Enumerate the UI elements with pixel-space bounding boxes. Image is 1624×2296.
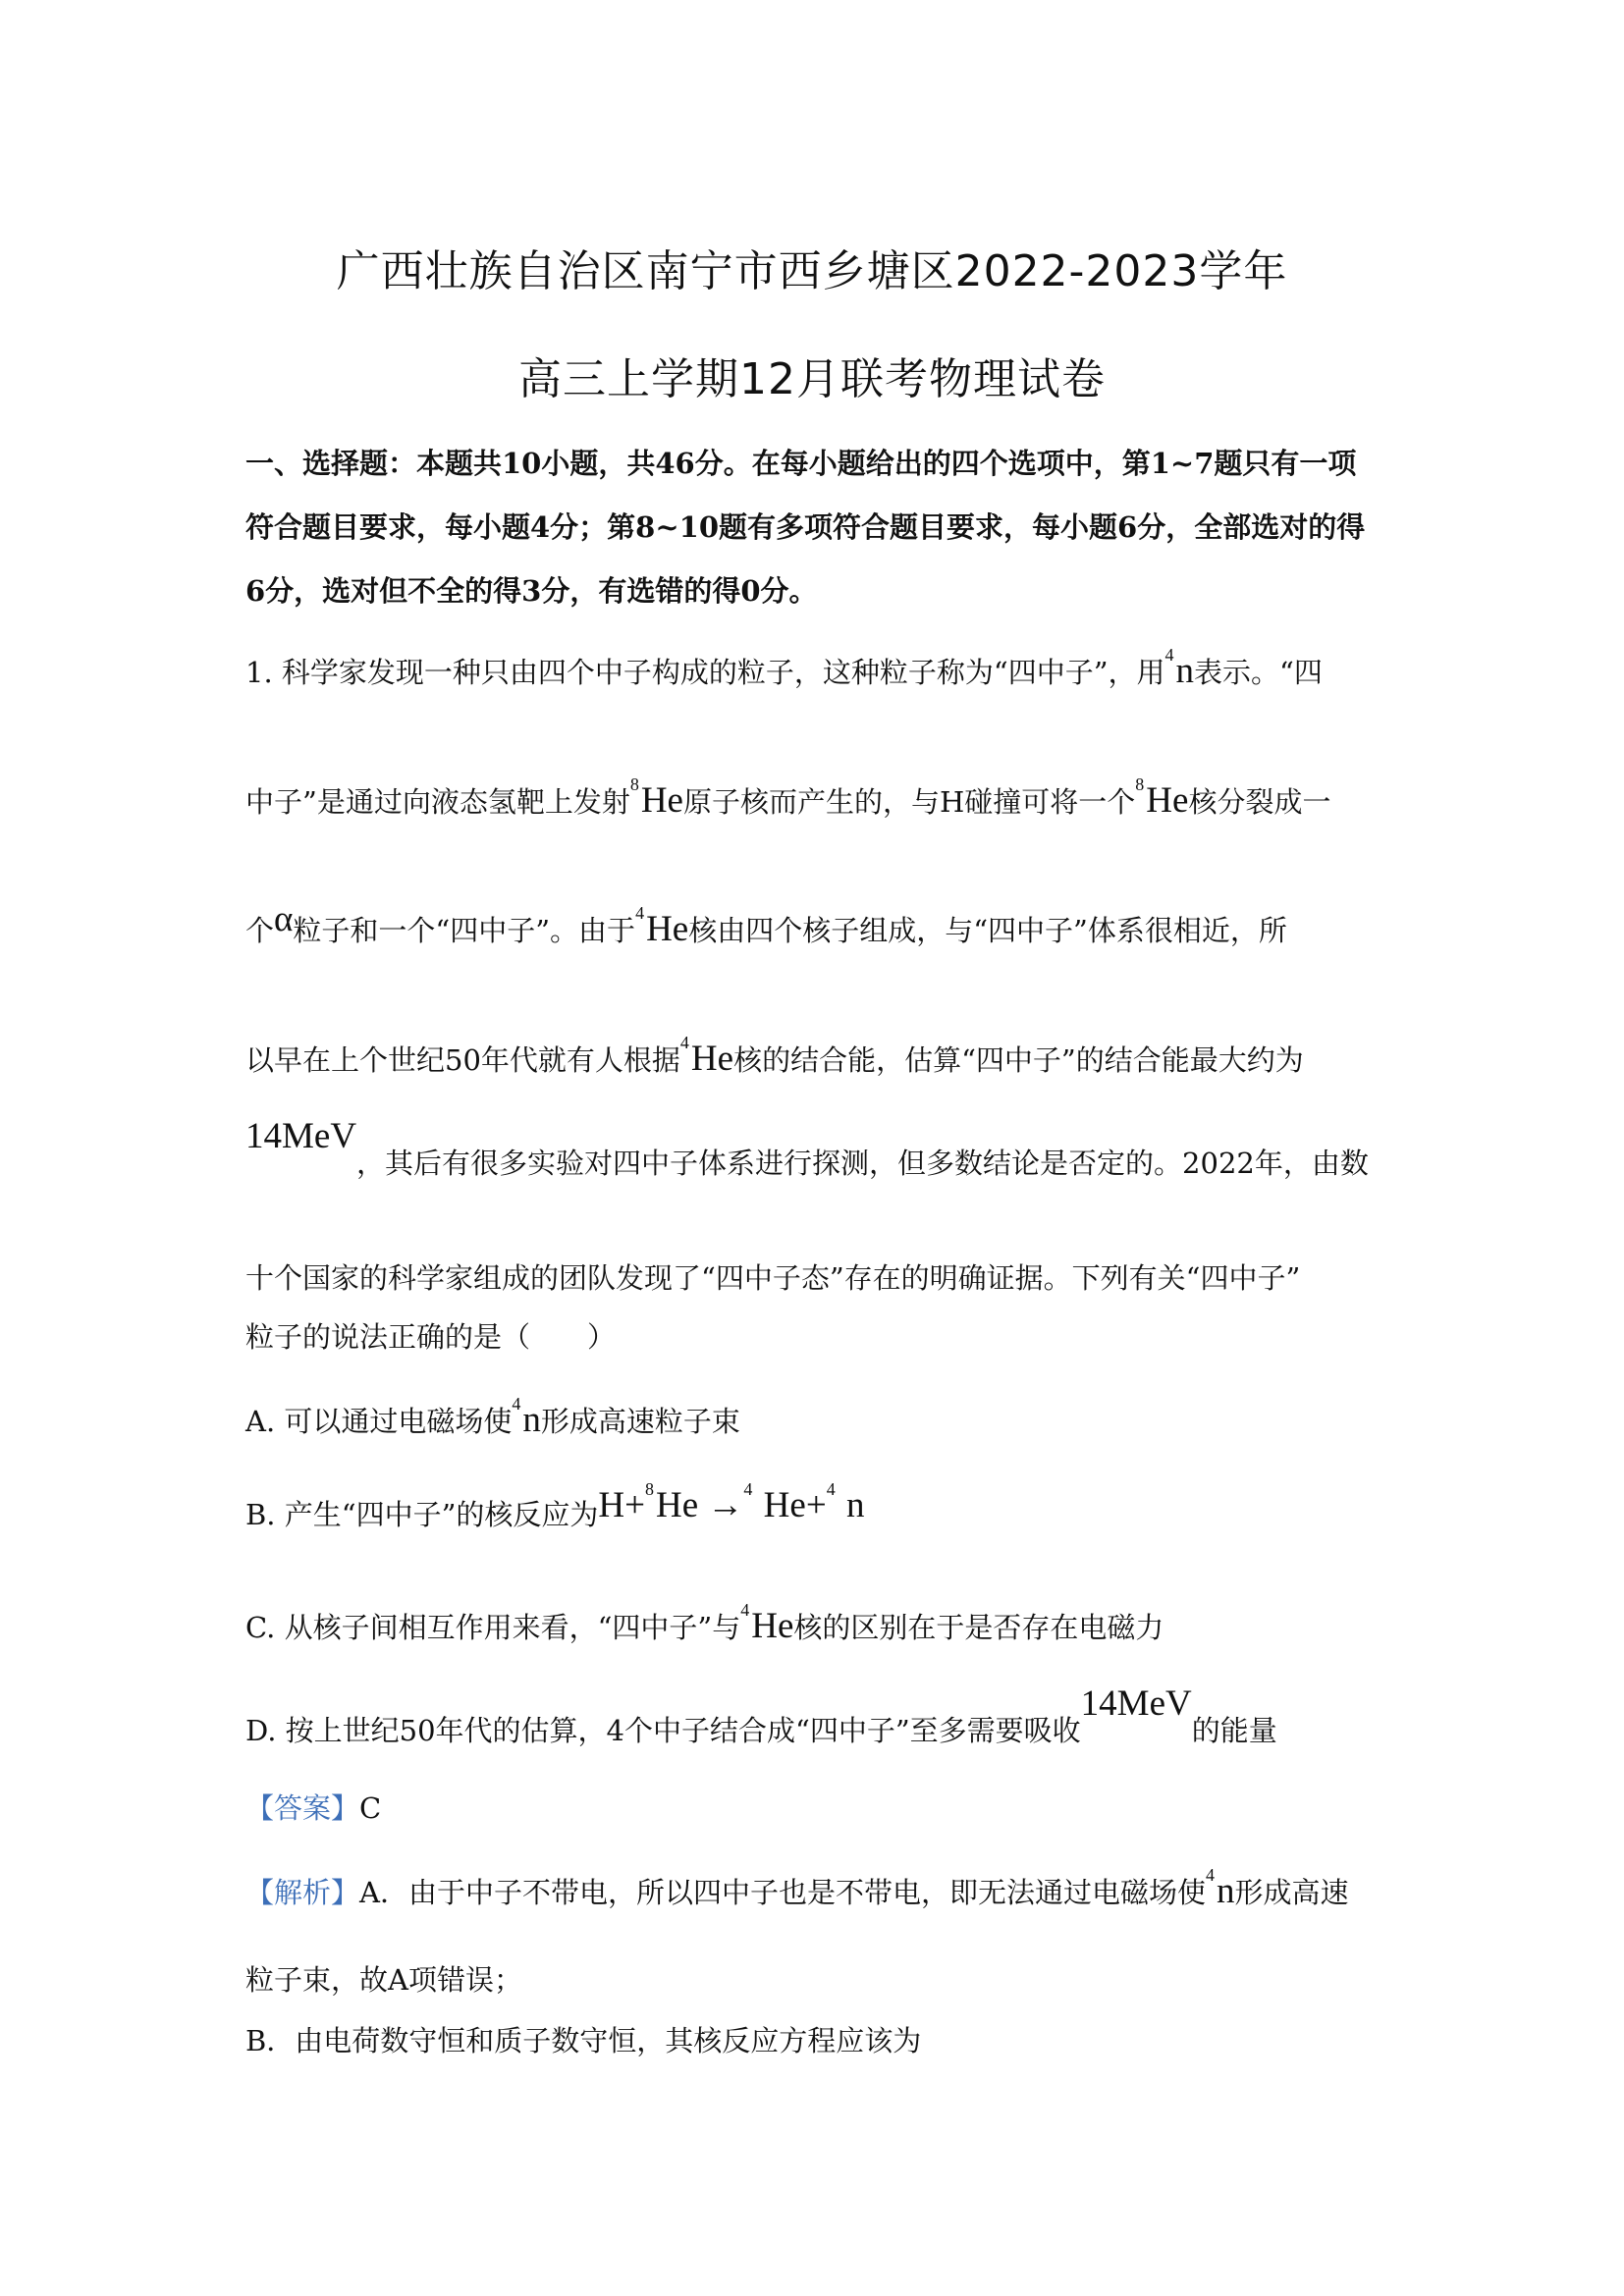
tetraneutron-symbol: $^4$n <box>512 1394 541 1440</box>
question-1-line-3: 个α粒子和一个“四中子”。由于$^4$He核由四个核子组成，与“四中子”体系很相近，所 <box>245 899 1287 949</box>
question-1-line-6: 十个国家的科学家组成的团队发现了“四中子态”存在的明确证据。下列有关“四中子” <box>245 1261 1301 1295</box>
helium-4-symbol: $^4$He <box>635 903 689 949</box>
helium-4-symbol: $^4$He <box>679 1033 734 1079</box>
option-b: B. 产生“四中子”的核反应为H+$^8$He →$^4$ He+$^4$ n <box>245 1479 865 1531</box>
nuclear-reaction-equation: H+$^8$He →$^4$ He+$^4$ n <box>598 1479 865 1525</box>
tetraneutron-symbol: $^4$n <box>1164 645 1195 691</box>
analysis-tag: 【解析】 <box>245 1876 360 1909</box>
question-1-line-7: 粒子的说法正确的是（ ） <box>245 1320 617 1354</box>
analysis-line-3: B．由电荷数守恒和质子数守恒，其核反应方程应该为 <box>245 2024 922 2057</box>
energy-value: 14MeV <box>1080 1683 1192 1724</box>
question-1-line-5: 14MeV，其后有很多实验对四中子体系进行探测，但多数结论是否定的。2022年，由数 <box>245 1116 1369 1180</box>
question-1-line-1: 1. 科学家发现一种只由四个中子构成的粒子，这种粒子称为“四中子”，用$^4$n表示。“四 <box>245 645 1323 691</box>
tetraneutron-symbol: $^4$n <box>1205 1865 1235 1911</box>
helium-8-symbol: $^8$He <box>629 774 683 821</box>
section-instruction-2: 符合题目要求，每小题4分；第8~10题有多项符合题目要求，每小题6分，全部选对的得 <box>245 510 1366 544</box>
title-line-1: 广西壮族自治区南宁市西乡塘区2022-2023学年 <box>336 246 1288 296</box>
analysis-line-1: 【解析】A．由于中子不带电，所以四中子也是不带电，即无法通过电磁场使$^4$n形成高速 <box>245 1865 1349 1911</box>
answer-line <box>245 1787 381 1827</box>
option-a: A. 可以通过电磁场使$^4$n形成高速粒子束 <box>245 1394 740 1440</box>
answer-value: C <box>359 1791 382 1825</box>
alpha-symbol: α <box>274 899 294 939</box>
question-1-line-2: 中子”是通过向液态氢靶上发射$^8$He原子核而产生的，与H碰撞可将一个$^8$He核分裂成一 <box>245 774 1331 821</box>
helium-8-symbol: $^8$He <box>1135 774 1189 821</box>
answer-tag: 【答案】 <box>245 1791 360 1825</box>
analysis-line-2: 粒子束，故A项错误； <box>245 1963 522 1997</box>
title-line-2: 高三上学期12月联考物理试卷 <box>518 354 1106 404</box>
section-instruction-3: 6分，选对但不全的得3分，有选错的得0分。 <box>245 574 818 608</box>
section-instruction-1: 一、选择题：本题共10小题，共46分。在每小题给出的四个选项中，第1~7题只有一项 <box>245 447 1357 480</box>
energy-value: 14MeV <box>245 1116 357 1156</box>
question-1-line-4: 以早在上个世纪50年代就有人根据$^4$He核的结合能，估算“四中子”的结合能最大约为 <box>245 1033 1304 1079</box>
option-c: C. 从核子间相互作用来看，“四中子”与$^4$He核的区别在于是否存在电磁力 <box>245 1600 1164 1646</box>
helium-4-symbol: $^4$He <box>740 1600 794 1646</box>
option-d: D. 按上世纪50年代的估算，4个中子结合成“四中子”至多需要吸收14MeV的能量 <box>245 1683 1277 1747</box>
